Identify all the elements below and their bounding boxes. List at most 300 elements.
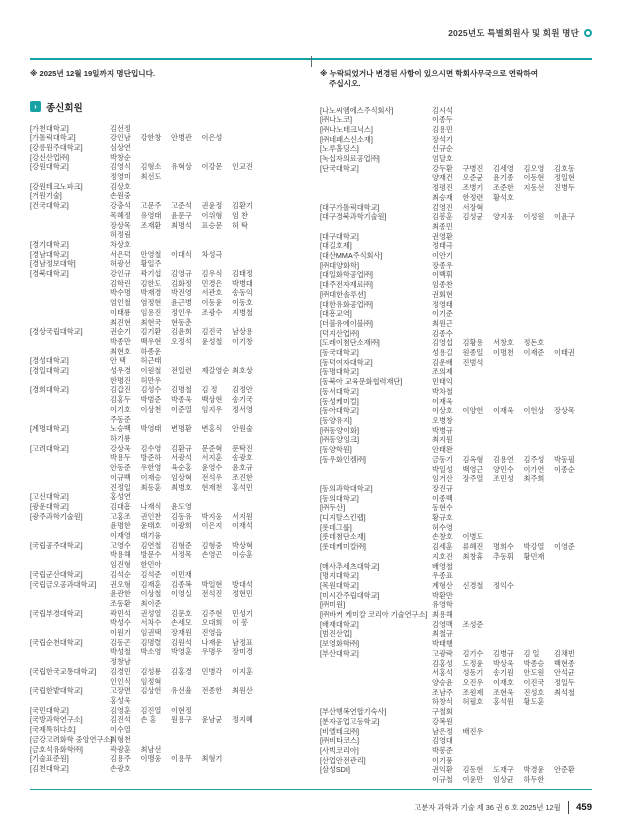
member-name: 이태룡	[110, 307, 131, 317]
org-name: [국립한밭대학교]	[30, 686, 83, 696]
member-name: 표승문	[201, 220, 223, 230]
member-name: 추동휘	[493, 551, 514, 561]
member-names	[110, 502, 263, 512]
member-names	[432, 581, 585, 591]
org-name: [단국대학교]	[320, 163, 359, 173]
member-name: 김홍두	[110, 395, 131, 405]
member-name: 김영규	[171, 269, 192, 279]
member-name: 김 일	[523, 648, 540, 658]
member-name: 주동준	[110, 414, 131, 424]
directory-entry	[320, 620, 592, 630]
directory-entry	[320, 232, 592, 242]
member-name: 이명천	[493, 348, 514, 358]
member-name: 양지웅	[493, 212, 514, 222]
directory-entry	[30, 764, 320, 774]
member-name: 유혁상	[171, 162, 192, 172]
member-name: 김동유	[171, 511, 192, 521]
member-name: 임종찬	[432, 280, 453, 290]
member-name: 최현국	[140, 317, 162, 327]
member-name: 권익환	[432, 765, 453, 775]
org-name: [산업안전관리]	[320, 755, 366, 765]
member-name: 홍성연	[110, 492, 131, 502]
member-names	[432, 300, 585, 310]
member-names	[110, 735, 263, 745]
member-name: 안석균	[554, 668, 575, 678]
member-names	[432, 144, 585, 154]
member-name: 권오형	[110, 579, 131, 589]
member-name: 임상혁	[171, 472, 192, 482]
member-name: 이원기	[110, 628, 131, 638]
member-name: 안 택	[110, 356, 126, 366]
directory-entry	[30, 240, 320, 250]
member-name: 차상호	[110, 239, 131, 249]
member-name: 지호진	[432, 551, 453, 561]
member-name: 허만우	[140, 375, 162, 385]
directory-entry	[30, 512, 320, 541]
member-names	[432, 562, 585, 572]
member-name: 김영진	[432, 202, 453, 212]
member-name: 조의제	[432, 367, 453, 377]
member-name: 이영준	[554, 542, 575, 552]
member-name: 나재운	[201, 637, 223, 647]
member-name: 김한도	[140, 278, 162, 288]
org-name: [국민대학교]	[30, 705, 69, 715]
member-name: 서홍석	[432, 668, 453, 678]
directory-entry	[320, 106, 592, 116]
org-name: [사빅코리아]	[320, 745, 359, 755]
member-name: 전석우	[201, 472, 223, 482]
member-name: 이헌상	[523, 406, 545, 416]
directory-entry	[320, 309, 592, 319]
member-names	[110, 424, 263, 443]
member-names	[432, 377, 585, 387]
directory-entry	[320, 435, 592, 445]
member-name: 박태행	[432, 639, 453, 649]
org-name: [목원대학교]	[320, 580, 359, 590]
org-name: [동의대학교]	[320, 493, 359, 503]
member-name: 김진국	[201, 327, 223, 337]
member-name: 유영학	[432, 600, 453, 610]
member-name: 송기원	[493, 668, 514, 678]
member-name: 안도원	[523, 668, 545, 678]
section-header	[30, 100, 320, 114]
member-name: 박종승	[523, 658, 545, 668]
member-names	[432, 513, 585, 523]
member-name: 박지웅	[201, 511, 223, 521]
member-names	[110, 182, 263, 192]
org-name: [경상국립대학교]	[30, 327, 83, 337]
member-name: 최명석	[171, 220, 192, 230]
member-name: 김용민	[432, 124, 453, 134]
org-name: [대주전자재료㈜]	[320, 280, 373, 290]
directory-entry	[320, 290, 592, 300]
member-name: 김 정	[201, 385, 218, 395]
member-name: 김운배	[432, 357, 453, 367]
member-name: 김태정	[232, 269, 253, 279]
member-name: 이규백	[110, 472, 131, 482]
member-name: 최지원	[432, 435, 453, 445]
member-names	[432, 455, 585, 484]
org-name: [가톨릭대학교]	[30, 133, 76, 143]
member-name: 황일주	[140, 259, 162, 269]
member-names	[432, 212, 585, 231]
org-name: [㈜대양화학]	[320, 260, 359, 270]
member-name: 장상목	[110, 220, 131, 230]
org-name: [동성케미컬]	[320, 396, 359, 406]
member-name: 문준혁	[201, 443, 223, 453]
member-name: 강두환	[432, 163, 453, 173]
member-name: 이기호	[110, 404, 131, 414]
member-name: 하종운	[140, 346, 162, 356]
member-name: 김용연	[493, 454, 514, 464]
directory-entry	[320, 241, 592, 251]
member-name: 이재승	[140, 472, 162, 482]
member-name: 조현욱	[493, 687, 514, 697]
member-name: 변홍식	[201, 424, 223, 434]
member-name: 하기룡	[110, 434, 131, 443]
member-names	[110, 541, 263, 570]
member-name: 우명우	[201, 647, 223, 657]
member-name: 도정윤	[462, 658, 484, 668]
member-name: 허근태	[140, 356, 162, 366]
member-name: 양민수	[493, 464, 514, 474]
member-name: 도재구	[493, 765, 514, 775]
member-names	[432, 348, 585, 358]
directory-entry	[30, 686, 320, 705]
member-names	[110, 764, 263, 774]
member-name: 구철회	[432, 707, 453, 717]
member-name: 서장혁	[462, 202, 484, 212]
member-name: 이동윤	[201, 298, 223, 308]
member-name: 허 탁	[232, 220, 248, 230]
member-name: 정창남	[110, 657, 131, 667]
member-names	[110, 153, 263, 163]
member-names	[432, 571, 585, 581]
member-name: 김영대	[432, 736, 453, 746]
directory-entry	[30, 356, 320, 366]
member-name: 김대흠	[110, 501, 131, 511]
directory-entry	[320, 503, 592, 513]
member-name: 김연철	[140, 540, 162, 550]
org-name: [동양유지]	[320, 416, 352, 425]
member-name: 이재석	[232, 521, 253, 531]
directory-entry	[30, 580, 320, 609]
directory-entry	[320, 727, 592, 737]
note-right-line2: 주십시오.	[329, 79, 361, 88]
member-name: 방준하	[140, 453, 162, 463]
member-names	[432, 542, 585, 561]
directory-entry	[320, 212, 592, 231]
member-name: 김동곤	[110, 637, 131, 647]
member-name: 고광락	[432, 648, 453, 658]
org-name: [롯데그룹]	[320, 522, 352, 532]
member-names	[432, 445, 585, 455]
member-name: 백영근	[462, 464, 484, 474]
member-name: 윤영수	[201, 463, 223, 473]
member-name: 오준균	[462, 173, 484, 183]
member-name: 김옥형	[462, 454, 484, 464]
member-names	[432, 241, 585, 251]
member-names	[432, 707, 585, 717]
directory-entry	[320, 261, 592, 271]
member-names	[432, 416, 585, 426]
directory-entry	[320, 397, 592, 407]
member-name: 오병창	[432, 416, 453, 425]
member-name: 최형천	[110, 734, 131, 744]
member-name: 김원석	[171, 637, 192, 647]
bottom-rule	[30, 789, 592, 791]
page-footer	[414, 801, 592, 814]
member-name: 김성수	[140, 385, 162, 395]
member-name: 손세모	[171, 618, 192, 628]
column-divider-tick	[311, 56, 312, 67]
member-name: 이성원	[523, 212, 545, 222]
member-name: 강인남	[110, 133, 131, 143]
member-name: 이재호	[493, 677, 514, 687]
member-name: 허필호	[462, 697, 484, 707]
member-names	[432, 610, 585, 620]
directory-entry	[320, 532, 592, 542]
member-name: 김명렬	[140, 637, 162, 647]
member-names	[110, 133, 263, 143]
member-name: 권인찬	[140, 511, 162, 521]
member-name: 김재훈	[140, 579, 162, 589]
member-names	[432, 717, 585, 727]
member-name: 권윤정	[201, 201, 223, 211]
org-name: [롯데첨단소재]	[320, 532, 366, 542]
member-name: 최원산	[232, 686, 253, 696]
member-name: 이 봉	[232, 618, 248, 628]
directory-entry	[30, 182, 320, 192]
member-names	[432, 358, 585, 368]
directory-entry	[30, 492, 320, 502]
member-name: 박성수	[110, 618, 131, 628]
member-name: 방문수	[140, 550, 162, 560]
org-name: [미시간주립대학교]	[320, 590, 380, 600]
member-names	[432, 270, 585, 280]
member-name: 박범준	[140, 395, 162, 405]
member-name: 안병관	[171, 133, 192, 143]
directory-entry	[30, 570, 320, 580]
member-name: 금동기	[432, 454, 453, 464]
member-name: 이수열	[110, 725, 131, 735]
member-name: 박차철	[432, 386, 453, 396]
section-title: 종신회원	[46, 102, 83, 114]
note-left: ※ 2025년 12월 19일까지 명단입니다.	[30, 68, 156, 78]
member-name: 이윤만	[462, 775, 484, 785]
member-names	[110, 667, 263, 686]
member-name: 이용무	[171, 754, 192, 764]
member-names	[110, 570, 263, 580]
member-name: 이종두	[432, 115, 453, 125]
member-name: 이대식	[171, 249, 192, 259]
member-name: 방대석	[232, 579, 253, 589]
member-names	[110, 191, 263, 201]
directory-entry	[320, 144, 592, 154]
member-name: 최진현	[110, 317, 131, 327]
member-name: 이종백	[432, 493, 453, 503]
member-name: 권회현	[432, 289, 453, 299]
directory-entry	[30, 366, 320, 385]
member-name: 박수명	[110, 288, 131, 298]
org-name: [덕지산업㈜]	[320, 328, 359, 338]
member-names	[432, 290, 585, 300]
ring-icon	[584, 29, 592, 37]
org-name: [김천대학교]	[30, 763, 69, 773]
directory-entry	[320, 756, 592, 766]
directory-entry	[320, 445, 592, 455]
directory-entry	[320, 358, 592, 368]
org-name: [부산행복연합기숙사]	[320, 707, 387, 717]
member-name: 김병규	[493, 648, 514, 658]
directory-entry	[320, 484, 592, 494]
member-name: 현동춘	[171, 317, 192, 327]
member-name: 오진우	[462, 677, 484, 687]
member-name: 김명철	[171, 385, 192, 395]
member-name: 서지훈	[201, 453, 223, 463]
member-names	[432, 484, 585, 494]
org-name: [동서대학교]	[320, 386, 359, 396]
member-name: 태기융	[140, 531, 162, 541]
directory-entry	[320, 377, 592, 387]
member-name: 정평진	[432, 183, 453, 193]
org-name: [동덕여자대학교]	[320, 357, 373, 367]
chevron-right-icon: ›	[30, 101, 41, 112]
member-name: 김화정	[171, 278, 192, 288]
org-name: [가천대학교]	[30, 123, 69, 133]
member-names	[432, 319, 585, 329]
member-names	[432, 154, 585, 164]
member-name: 진성호	[523, 687, 545, 697]
member-name: 한명진	[110, 375, 131, 385]
member-name: 이지훈	[232, 666, 253, 676]
directory-entry	[320, 406, 592, 416]
member-name: 김호동	[554, 163, 575, 173]
member-name: 최주희	[523, 474, 545, 484]
member-name: 이원철	[140, 366, 162, 376]
member-names	[110, 259, 263, 269]
directory-entry	[30, 725, 320, 735]
directory-entry	[30, 259, 320, 269]
member-name: 하두한	[523, 775, 545, 785]
member-name: 김영훈	[110, 705, 131, 715]
directory-entry	[320, 367, 592, 377]
journal-citation: 고분자 과학과 기술 제 36 권 6 호 2025년 12월	[414, 802, 561, 812]
member-name: 이강문	[201, 162, 223, 172]
member-name: 최현호	[110, 346, 131, 356]
member-name: 최종민	[432, 221, 453, 231]
member-name: 김용주	[110, 754, 131, 764]
member-name: 나재식	[140, 501, 162, 511]
member-names	[110, 638, 263, 667]
member-name: 박병대	[232, 278, 253, 288]
member-name: 이현정	[171, 705, 192, 715]
member-name: 김환규	[171, 443, 192, 453]
member-name: 이동호	[232, 298, 253, 308]
member-name: 최남선	[140, 744, 162, 754]
member-name: 고장면	[110, 686, 131, 696]
directory-entry	[30, 502, 320, 512]
member-name: 최선도	[140, 172, 162, 182]
org-name: [기술표준원]	[30, 754, 69, 764]
member-name: 홍석원	[493, 697, 514, 707]
member-names	[432, 329, 585, 339]
member-names	[432, 367, 585, 377]
member-names	[432, 629, 585, 639]
org-name: [도레이첨단소재㈜]	[320, 338, 380, 348]
member-names	[432, 426, 585, 436]
member-name: 윤성철	[201, 336, 223, 346]
member-name: 서관호	[201, 288, 223, 298]
member-name: 신규순	[432, 144, 453, 154]
member-name: 고준석	[171, 201, 192, 211]
member-name: 이승훈	[232, 550, 253, 560]
member-name: 김세영	[493, 163, 514, 173]
directory-entry	[320, 562, 592, 572]
member-name: 최석철	[554, 687, 575, 697]
member-name: 이은지	[201, 521, 223, 531]
member-name: 장재원	[171, 628, 192, 638]
directory-entry	[320, 455, 592, 484]
directory-entry	[320, 125, 592, 135]
member-name: 배영철	[432, 561, 453, 571]
directory-entry	[320, 154, 592, 164]
org-name: [동아대학교]	[320, 406, 359, 416]
member-name: 김황용	[462, 338, 484, 348]
member-names	[110, 269, 263, 327]
org-name: [국립순천대학교]	[30, 637, 83, 647]
member-name: 이종순	[554, 464, 575, 474]
org-name: [디지탈스킨랩]	[320, 513, 366, 523]
member-names	[432, 135, 585, 145]
member-name: 손창호	[432, 532, 453, 542]
member-name: 육순홍	[171, 463, 192, 473]
directory-entry	[30, 143, 320, 153]
member-name: 목혜정	[110, 210, 131, 220]
member-names	[432, 532, 585, 542]
directory-entry	[30, 250, 320, 260]
member-name: 임거산	[432, 474, 453, 484]
member-name: 이기풍	[432, 755, 453, 765]
member-name: 허정림	[110, 230, 131, 240]
member-name: 박일성	[432, 464, 453, 474]
directory-entry	[320, 280, 592, 290]
member-name: 최동훈	[140, 482, 162, 492]
directory-entry	[30, 541, 320, 570]
directory-entry	[30, 609, 320, 638]
member-names	[432, 639, 585, 649]
org-name: [대일화학공업㈜]	[320, 270, 373, 280]
directory-entry	[30, 424, 320, 443]
org-name: [㈜대한솔루션]	[320, 289, 366, 299]
member-name: 민태익	[432, 377, 453, 387]
directory-entry	[30, 735, 320, 745]
member-name: 황규호	[432, 513, 453, 523]
directory-entry	[320, 115, 592, 125]
member-names	[432, 756, 585, 766]
member-name: 윤문구	[171, 210, 192, 220]
member-name: 최승재	[432, 192, 453, 202]
member-name: 진영읍	[201, 628, 223, 638]
org-name: [국립한국교통대학교]	[30, 666, 97, 676]
directory-entry	[30, 706, 320, 716]
member-name: 인교진	[232, 162, 253, 172]
member-name: 안영철	[140, 249, 162, 259]
member-name: 최호상	[232, 366, 253, 376]
member-name: 오대희	[201, 618, 223, 628]
member-name: 조병기	[462, 183, 484, 193]
directory-entry	[30, 191, 320, 201]
